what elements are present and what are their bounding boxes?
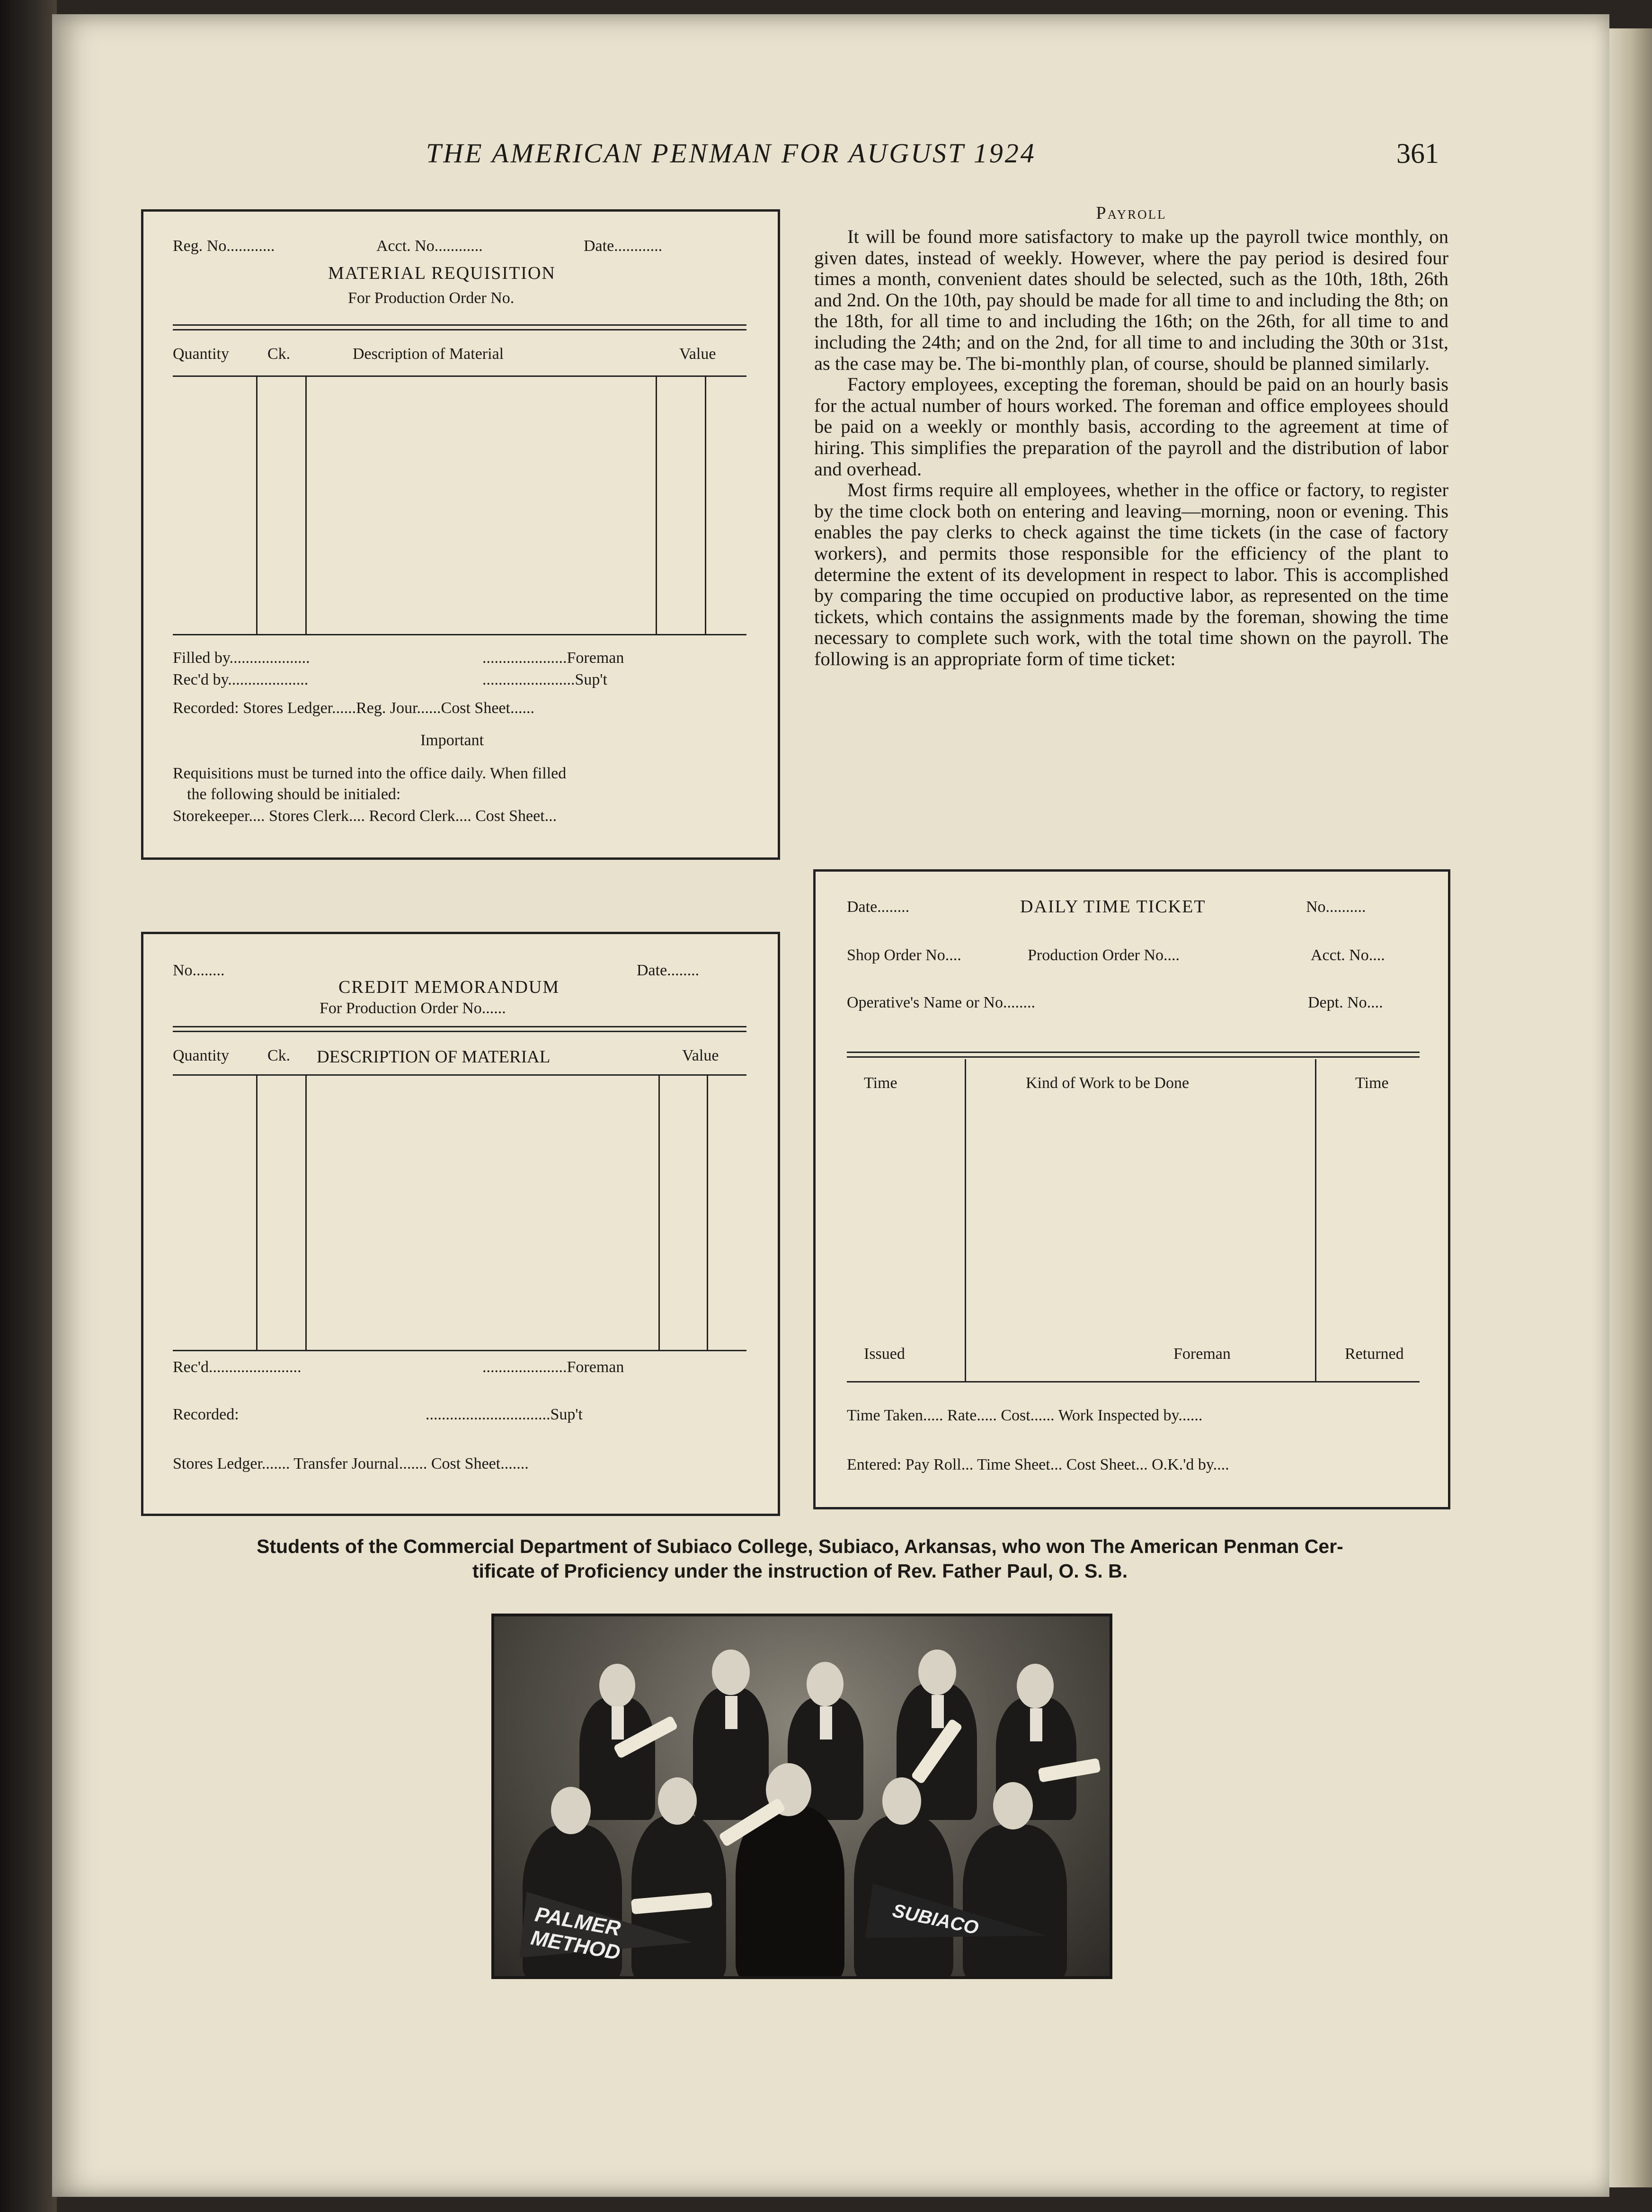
foreman-line: .....................Foreman (482, 649, 624, 667)
important-heading: Important (420, 731, 484, 749)
date: Date........ (637, 962, 700, 979)
dept-no: Dept. No.... (1308, 994, 1383, 1011)
stores-line: Stores Ledger....... Transfer Journal....... Cost Sheet....... (173, 1455, 529, 1472)
no: No.......... (1306, 898, 1366, 916)
reg-no: Reg. No............ (173, 237, 275, 255)
operative-name: Operative's Name or No........ (847, 994, 1035, 1011)
acct-no: Acct. No............ (376, 237, 483, 255)
recd-by: Rec'd by.................... (173, 671, 309, 688)
payroll-paragraph-2: Factory employees, excepting the foreman, should be paid on an hourly basis for the actual number of hours worked. The foreman and office employees should be paid on a weekly or monthly basis, according to the agreement at time of hiring. This simplifies the preparation of the payroll and the distribution of labor and overhead. (814, 374, 1448, 480)
note-line-3: Storekeeper.... Stores Clerk.... Record Clerk.... Cost Sheet... (173, 807, 557, 825)
material-requisition-form (141, 209, 780, 860)
running-header: THE AMERICAN PENMAN FOR AUGUST 1924 (426, 138, 1036, 169)
col-ck: Ck. (267, 1047, 291, 1064)
col-value: Value (682, 1047, 719, 1064)
form-title: DAILY TIME TICKET (1020, 897, 1206, 917)
date: Date........ (847, 898, 910, 916)
col-value: Value (679, 345, 716, 363)
caption-line-2: tificate of Proficiency under the instruction of Rev. Father Paul, O. S. B. (472, 1560, 1128, 1582)
daily-time-ticket-form (813, 869, 1450, 1509)
subiaco-pennant-text: SUBIACO (890, 1900, 981, 1939)
payroll-paragraph-1: It will be found more satisfactory to make up the payroll twice monthly, on given dates, instead of weekly. However, where the pay period is desired four times a month, convenient dates should be selected, such as the 10th, 18th, 26th and 2nd. On the 10th, pay should be made for all time to and including the 8th; on the 18th, for all time to and including the 16th; on the 26th, for all time to and including the 24th; and on the 2nd, for all time to and including the 30th or 31st, as the case may be. The bi-monthly plan, of course, should be planned similarly. (814, 226, 1448, 374)
credit-memorandum-form (141, 932, 780, 1516)
foreman-line: .....................Foreman (482, 1358, 624, 1376)
note-line-2: the following should be initialed: (187, 785, 401, 803)
payroll-body (814, 226, 1448, 669)
palmer-method-pennant-text: PALMER METHOD (529, 1902, 622, 1965)
filled-by: Filled by.................... (173, 649, 310, 667)
col-time-left: Time (864, 1074, 897, 1092)
col-time-right: Time (1355, 1074, 1389, 1092)
acct-no: Acct. No.... (1311, 946, 1385, 964)
photo-caption (142, 1534, 1458, 1583)
supt-line: ...............................Sup't (426, 1406, 583, 1423)
caption-line-1: Students of the Commercial Department of Subiaco College, Subiaco, Arkansas, who won The American Penman Cer- (257, 1535, 1343, 1557)
payroll-heading: Payroll (1096, 203, 1167, 223)
col-ck: Ck. (267, 345, 291, 363)
payroll-paragraph-3: Most firms require all employees, whether in the office or factory, to register by the time clock both on entering and leaving—morning, noon or evening. This enables the pay clerks to check against the time tickets (in the case of factory workers), and permits those responsible for the efficiency of the plant to determine the extent of its development in respect to labor. This is accomplished by comparing the time occupied on productive labor, as represented on the time tickets, which contains the assignments made by the foreman, showing the time necessary to complete such work, with the total time shown on the payroll. The following is an appropriate form of time ticket: (814, 479, 1448, 669)
form-title: MATERIAL REQUISITION (328, 263, 556, 283)
recd: Rec'd....................... (173, 1358, 302, 1376)
col-description: DESCRIPTION OF MATERIAL (317, 1047, 551, 1067)
date: Date............ (584, 237, 663, 255)
page-number: 361 (1396, 138, 1439, 169)
issued-label: Issued (864, 1345, 905, 1363)
foreman-label: Foreman (1173, 1345, 1231, 1363)
col-description: Description of Material (353, 345, 504, 363)
recorded: Recorded: (173, 1406, 239, 1423)
recorded-line: Recorded: Stores Ledger......Reg. Jour......Cost Sheet...... (173, 699, 534, 717)
col-quantity: Quantity (173, 1047, 229, 1064)
returned-label: Returned (1345, 1345, 1404, 1363)
form-subtitle: For Production Order No. (348, 289, 515, 307)
time-taken-line: Time Taken..... Rate..... Cost...... Work Inspected by...... (847, 1407, 1203, 1424)
entered-line: Entered: Pay Roll... Time Sheet... Cost Sheet... O.K.'d by.... (847, 1456, 1229, 1473)
page-edges (1609, 28, 1652, 2187)
no: No........ (173, 962, 225, 979)
production-order: Production Order No.... (1028, 946, 1180, 964)
shop-order: Shop Order No.... (847, 946, 961, 964)
form-title: CREDIT MEMORANDUM (338, 977, 560, 997)
supt-line: .......................Sup't (482, 671, 607, 688)
note-line-1: Requisitions must be turned into the office daily. When filled (173, 765, 567, 782)
group-photograph (491, 1614, 1112, 1979)
col-quantity: Quantity (173, 345, 229, 363)
book-binding (0, 0, 57, 2212)
form-subtitle: For Production Order No...... (320, 999, 506, 1017)
col-kind-of-work: Kind of Work to be Done (1026, 1074, 1190, 1092)
